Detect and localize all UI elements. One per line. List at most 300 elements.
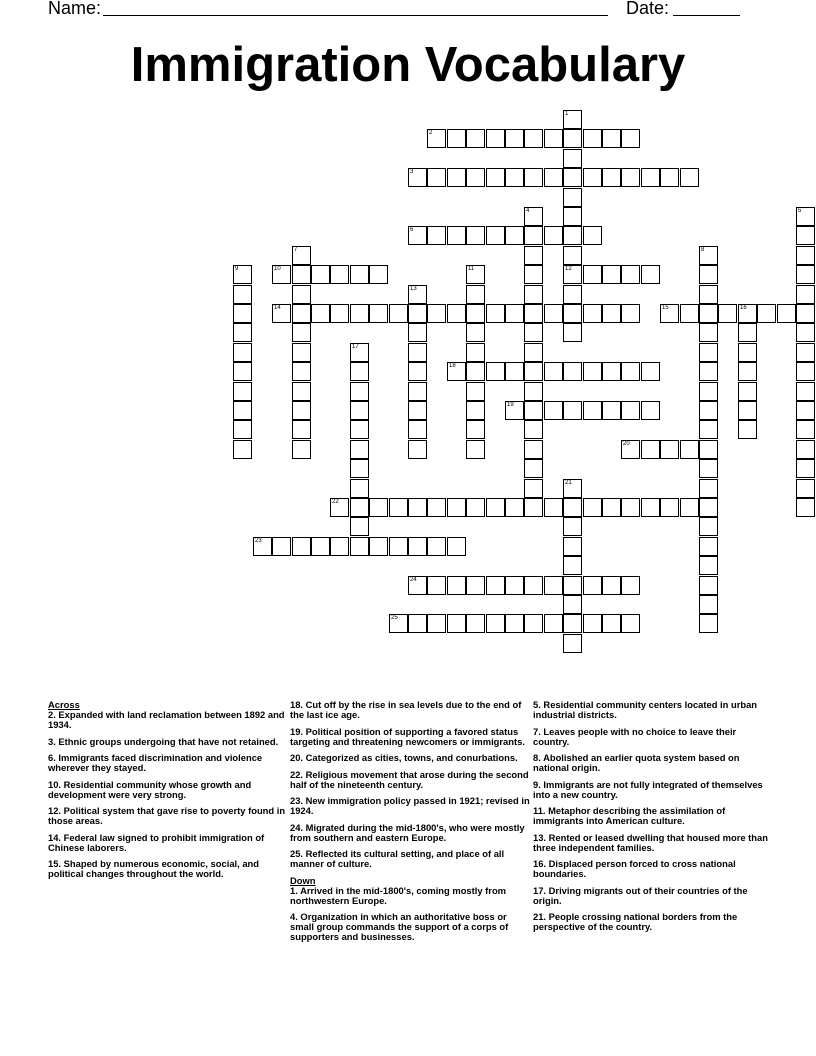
- crossword-cell[interactable]: [699, 479, 718, 498]
- crossword-cell[interactable]: [524, 246, 543, 265]
- crossword-cell[interactable]: [796, 420, 815, 439]
- crossword-cell[interactable]: [699, 304, 718, 323]
- crossword-cell[interactable]: [486, 168, 505, 187]
- crossword-cell[interactable]: [563, 168, 582, 187]
- crossword-cell[interactable]: [505, 401, 524, 420]
- crossword-cell[interactable]: [524, 168, 543, 187]
- crossword-cell[interactable]: [660, 304, 679, 323]
- clue-number: 13.: [533, 831, 547, 843]
- crossword-cell[interactable]: [466, 343, 485, 362]
- clue-across: [290, 727, 530, 747]
- crossword-cell[interactable]: [563, 362, 582, 381]
- crossword-cell[interactable]: [447, 537, 466, 556]
- crossword-cell[interactable]: [350, 265, 369, 284]
- crossword-cell[interactable]: [563, 595, 582, 614]
- crossword-cell[interactable]: [292, 265, 311, 284]
- crossword-cell[interactable]: [602, 614, 621, 633]
- cell-number: 8: [701, 247, 705, 253]
- crossword-cell[interactable]: [583, 362, 602, 381]
- clue-number: 24.: [290, 821, 304, 833]
- crossword-cell[interactable]: [233, 343, 252, 362]
- crossword-cell[interactable]: [466, 614, 485, 633]
- crossword-cell[interactable]: [583, 226, 602, 245]
- crossword-cell[interactable]: [524, 459, 543, 478]
- clue-down: [533, 727, 773, 747]
- crossword-cell[interactable]: [602, 265, 621, 284]
- crossword-cell[interactable]: [699, 576, 718, 595]
- crossword-cell[interactable]: [738, 362, 757, 381]
- crossword-cell[interactable]: [292, 323, 311, 342]
- crossword-cell[interactable]: [369, 498, 388, 517]
- crossword-cell[interactable]: [796, 440, 815, 459]
- crossword-cell[interactable]: [524, 440, 543, 459]
- crossword-cell[interactable]: [641, 362, 660, 381]
- crossword-cell[interactable]: [466, 576, 485, 595]
- crossword-cell[interactable]: [486, 614, 505, 633]
- crossword-cell[interactable]: [680, 168, 699, 187]
- crossword-cell[interactable]: [408, 440, 427, 459]
- crossword-cell[interactable]: [699, 246, 718, 265]
- crossword-cell[interactable]: [544, 168, 563, 187]
- crossword-cell[interactable]: [292, 382, 311, 401]
- crossword-cell[interactable]: [350, 537, 369, 556]
- crossword-cell[interactable]: [447, 576, 466, 595]
- clue-number: 3.: [48, 735, 56, 747]
- clue-number: 23.: [290, 795, 304, 806]
- crossword-cell[interactable]: [544, 498, 563, 517]
- crossword-cell[interactable]: [699, 323, 718, 342]
- crossword-cell[interactable]: [447, 168, 466, 187]
- crossword-cell[interactable]: [563, 517, 582, 536]
- crossword-cell[interactable]: [427, 129, 446, 148]
- cell-number: 20: [623, 441, 630, 447]
- crossword-cell[interactable]: [602, 498, 621, 517]
- crossword-cell[interactable]: [233, 304, 252, 323]
- crossword-cell[interactable]: [583, 576, 602, 595]
- crossword-cell[interactable]: [466, 168, 485, 187]
- crossword-cell[interactable]: [447, 498, 466, 517]
- crossword-cell[interactable]: [563, 265, 582, 284]
- crossword-cell[interactable]: [447, 129, 466, 148]
- crossword-cell[interactable]: [292, 246, 311, 265]
- crossword-cell[interactable]: [466, 323, 485, 342]
- crossword-cell[interactable]: [233, 285, 252, 304]
- crossword-cell[interactable]: [796, 207, 815, 226]
- crossword-cell[interactable]: [408, 323, 427, 342]
- clue-number: 18.: [290, 699, 304, 710]
- down-heading: Down: [290, 874, 316, 886]
- crossword-cell[interactable]: [699, 517, 718, 536]
- crossword-cell[interactable]: [544, 304, 563, 323]
- crossword-cell[interactable]: [330, 537, 349, 556]
- crossword-cell[interactable]: [563, 110, 582, 129]
- crossword-cell[interactable]: [602, 168, 621, 187]
- crossword-cell[interactable]: [699, 595, 718, 614]
- crossword-cell[interactable]: [699, 459, 718, 478]
- clue-across: [290, 849, 530, 869]
- crossword-cell[interactable]: [350, 420, 369, 439]
- cell-number: 15: [662, 305, 669, 311]
- crossword-cell[interactable]: [447, 362, 466, 381]
- clue-number: 4.: [290, 911, 298, 922]
- clue-across: [48, 833, 288, 853]
- crossword-cell[interactable]: [466, 285, 485, 304]
- crossword-cell[interactable]: [292, 537, 311, 556]
- crossword-cell[interactable]: [524, 401, 543, 420]
- crossword-cell[interactable]: [486, 498, 505, 517]
- crossword-cell[interactable]: [699, 614, 718, 633]
- crossword-cell[interactable]: [408, 537, 427, 556]
- crossword-cell[interactable]: [427, 576, 446, 595]
- crossword-cell[interactable]: [621, 576, 640, 595]
- crossword-cell[interactable]: [408, 614, 427, 633]
- crossword-cell[interactable]: [505, 168, 524, 187]
- crossword-cell[interactable]: [524, 382, 543, 401]
- crossword-cell[interactable]: [330, 265, 349, 284]
- crossword-cell[interactable]: [524, 576, 543, 595]
- crossword-cell[interactable]: [621, 304, 640, 323]
- crossword-cell[interactable]: [563, 556, 582, 575]
- crossword-cell[interactable]: [621, 129, 640, 148]
- crossword-cell[interactable]: [272, 537, 291, 556]
- crossword-cell[interactable]: [408, 576, 427, 595]
- crossword-cell[interactable]: [563, 634, 582, 653]
- crossword-cell[interactable]: [389, 537, 408, 556]
- cell-number: 1: [565, 111, 569, 117]
- crossword-cell[interactable]: [563, 129, 582, 148]
- crossword-cell[interactable]: [233, 323, 252, 342]
- crossword-cell[interactable]: [796, 382, 815, 401]
- crossword-cell[interactable]: [233, 440, 252, 459]
- crossword-cell[interactable]: [408, 420, 427, 439]
- crossword-cell[interactable]: [563, 188, 582, 207]
- crossword-cell[interactable]: [563, 537, 582, 556]
- crossword-cell[interactable]: [699, 556, 718, 575]
- crossword-cell[interactable]: [796, 285, 815, 304]
- crossword-cell[interactable]: [389, 304, 408, 323]
- crossword-cell[interactable]: [524, 226, 543, 245]
- crossword-cell[interactable]: [796, 246, 815, 265]
- crossword-cell[interactable]: [738, 382, 757, 401]
- crossword-cell[interactable]: [641, 401, 660, 420]
- crossword-cell[interactable]: [524, 207, 543, 226]
- crossword-cell[interactable]: [292, 401, 311, 420]
- clue-text: Expanded with land reclamation between 1892 and 1934.: [48, 709, 285, 730]
- crossword-cell[interactable]: [350, 401, 369, 420]
- crossword-cell[interactable]: [524, 304, 543, 323]
- crossword-cell[interactable]: [796, 265, 815, 284]
- crossword-cell[interactable]: [292, 440, 311, 459]
- crossword-cell[interactable]: [680, 498, 699, 517]
- crossword-cell[interactable]: [427, 537, 446, 556]
- crossword-cell[interactable]: [621, 440, 640, 459]
- crossword-cell[interactable]: [292, 343, 311, 362]
- clue-number: 6.: [48, 752, 56, 763]
- crossword-cell[interactable]: [583, 304, 602, 323]
- clue-down: [533, 833, 773, 853]
- crossword-cell[interactable]: [427, 226, 446, 245]
- crossword-cell[interactable]: [524, 420, 543, 439]
- crossword-cell[interactable]: [699, 265, 718, 284]
- crossword-cell[interactable]: [699, 440, 718, 459]
- crossword-cell[interactable]: [738, 420, 757, 439]
- crossword-cell[interactable]: [544, 362, 563, 381]
- crossword-cell[interactable]: [777, 304, 796, 323]
- cell-number: 18: [449, 363, 456, 369]
- crossword-cell[interactable]: [447, 304, 466, 323]
- crossword-cell[interactable]: [563, 304, 582, 323]
- crossword-cell[interactable]: [680, 304, 699, 323]
- crossword-cell[interactable]: [505, 129, 524, 148]
- crossword-cell[interactable]: [233, 420, 252, 439]
- crossword-cell[interactable]: [486, 129, 505, 148]
- crossword-cell[interactable]: [466, 226, 485, 245]
- crossword-cell[interactable]: [602, 129, 621, 148]
- crossword-cell[interactable]: [544, 401, 563, 420]
- crossword-cell[interactable]: [621, 614, 640, 633]
- crossword-cell[interactable]: [699, 401, 718, 420]
- crossword-cell[interactable]: [699, 362, 718, 381]
- clue-text: Federal law signed to prohibit immigration of Chinese laborers.: [48, 831, 265, 853]
- crossword-cell[interactable]: [233, 265, 252, 284]
- crossword-cell[interactable]: [466, 382, 485, 401]
- crossword-cell[interactable]: [427, 614, 446, 633]
- crossword-cell[interactable]: [233, 401, 252, 420]
- crossword-cell[interactable]: [524, 265, 543, 284]
- crossword-cell[interactable]: [292, 362, 311, 381]
- crossword-cell[interactable]: [505, 498, 524, 517]
- clue-column-3: [533, 700, 773, 939]
- clue-text: Leaves people with no choice to leave their country.: [533, 725, 737, 747]
- crossword-cell[interactable]: [621, 401, 640, 420]
- crossword-cell[interactable]: [330, 304, 349, 323]
- crossword-cell[interactable]: [641, 168, 660, 187]
- crossword-cell[interactable]: [486, 304, 505, 323]
- crossword-cell[interactable]: [738, 401, 757, 420]
- crossword-cell[interactable]: [466, 304, 485, 323]
- crossword-cell[interactable]: [486, 226, 505, 245]
- crossword-cell[interactable]: [563, 285, 582, 304]
- crossword-cell[interactable]: [233, 362, 252, 381]
- crossword-cell[interactable]: [602, 401, 621, 420]
- crossword-cell[interactable]: [641, 498, 660, 517]
- down-clues-part-2: [533, 700, 773, 932]
- crossword-cell[interactable]: [583, 401, 602, 420]
- crossword-cell[interactable]: [660, 498, 679, 517]
- crossword-cell[interactable]: [292, 420, 311, 439]
- crossword-cell[interactable]: [427, 498, 446, 517]
- crossword-cell[interactable]: [466, 420, 485, 439]
- crossword-cell[interactable]: [233, 382, 252, 401]
- cell-number: 3: [410, 169, 414, 175]
- crossword-cell[interactable]: [621, 168, 640, 187]
- crossword-cell[interactable]: [563, 149, 582, 168]
- crossword-cell[interactable]: [699, 285, 718, 304]
- crossword-cell[interactable]: [738, 323, 757, 342]
- crossword-cell[interactable]: [660, 440, 679, 459]
- crossword-cell[interactable]: [311, 537, 330, 556]
- crossword-cell[interactable]: [524, 343, 543, 362]
- crossword-cell[interactable]: [408, 285, 427, 304]
- cell-number: 12: [565, 266, 572, 272]
- crossword-cell[interactable]: [738, 343, 757, 362]
- crossword-cell[interactable]: [466, 440, 485, 459]
- crossword-cell[interactable]: [524, 498, 543, 517]
- crossword-cell[interactable]: [563, 614, 582, 633]
- crossword-cell[interactable]: [583, 614, 602, 633]
- crossword-cell[interactable]: [621, 362, 640, 381]
- clue-number: 25.: [290, 848, 304, 859]
- crossword-cell[interactable]: [389, 498, 408, 517]
- crossword-cell[interactable]: [718, 304, 737, 323]
- crossword-cell[interactable]: [466, 362, 485, 381]
- crossword-cell[interactable]: [602, 362, 621, 381]
- crossword-cell[interactable]: [350, 362, 369, 381]
- crossword-cell[interactable]: [447, 226, 466, 245]
- clue-number: 12.: [48, 805, 62, 816]
- crossword-cell[interactable]: [505, 362, 524, 381]
- crossword-cell[interactable]: [272, 265, 291, 284]
- crossword-cell[interactable]: [563, 207, 582, 226]
- crossword-cell[interactable]: [466, 265, 485, 284]
- crossword-cell[interactable]: [602, 576, 621, 595]
- crossword-cell[interactable]: [408, 343, 427, 362]
- crossword-cell[interactable]: [408, 226, 427, 245]
- crossword-cell[interactable]: [524, 129, 543, 148]
- crossword-cell[interactable]: [563, 246, 582, 265]
- clue-text: Ethnic groups undergoing that have not retained.: [55, 735, 279, 747]
- crossword-cell[interactable]: [699, 343, 718, 362]
- crossword-cell[interactable]: [796, 304, 815, 323]
- crossword-cell[interactable]: [621, 265, 640, 284]
- crossword-cell[interactable]: [796, 479, 815, 498]
- name-label: Name:: [48, 0, 102, 18]
- clue-across: [48, 780, 288, 800]
- crossword-cell[interactable]: [369, 265, 388, 284]
- crossword-cell[interactable]: [486, 576, 505, 595]
- crossword-cell[interactable]: [524, 362, 543, 381]
- clue-across: [290, 753, 530, 763]
- crossword-cell[interactable]: [292, 304, 311, 323]
- crossword-cell[interactable]: [796, 362, 815, 381]
- crossword-cell[interactable]: [621, 498, 640, 517]
- crossword-cell[interactable]: [408, 362, 427, 381]
- crossword-cell[interactable]: [311, 265, 330, 284]
- clue-text: New immigration policy passed in 1921; revised in 1924.: [290, 795, 530, 816]
- crossword-cell[interactable]: [292, 285, 311, 304]
- crossword-cell[interactable]: [602, 304, 621, 323]
- crossword-cell[interactable]: [524, 479, 543, 498]
- crossword-cell[interactable]: [505, 576, 524, 595]
- crossword-cell[interactable]: [544, 614, 563, 633]
- crossword-cell[interactable]: [486, 362, 505, 381]
- crossword-cell[interactable]: [466, 401, 485, 420]
- crossword-cell[interactable]: [408, 168, 427, 187]
- crossword-cell[interactable]: [699, 537, 718, 556]
- cell-number: 23: [255, 538, 262, 544]
- clue-down: [533, 912, 773, 932]
- crossword-cell[interactable]: [583, 265, 602, 284]
- crossword-cell[interactable]: [447, 614, 466, 633]
- crossword-cell[interactable]: [350, 304, 369, 323]
- crossword-cell[interactable]: [311, 304, 330, 323]
- cell-number: 16: [740, 305, 747, 311]
- crossword-cell[interactable]: [408, 401, 427, 420]
- crossword-cell[interactable]: [583, 498, 602, 517]
- crossword-cell[interactable]: [563, 576, 582, 595]
- crossword-cell[interactable]: [350, 498, 369, 517]
- crossword-cell[interactable]: [563, 226, 582, 245]
- crossword-cell[interactable]: [272, 304, 291, 323]
- crossword-cell[interactable]: [544, 129, 563, 148]
- crossword-cell[interactable]: [466, 129, 485, 148]
- crossword-cell[interactable]: [796, 343, 815, 362]
- crossword-cell[interactable]: [427, 304, 446, 323]
- crossword-cell[interactable]: [583, 129, 602, 148]
- crossword-cell[interactable]: [563, 498, 582, 517]
- crossword-cell[interactable]: [524, 614, 543, 633]
- crossword-cell[interactable]: [369, 537, 388, 556]
- crossword-cell[interactable]: [253, 537, 272, 556]
- clue-across: [290, 770, 530, 790]
- crossword-cell[interactable]: [544, 226, 563, 245]
- crossword-cell[interactable]: [466, 498, 485, 517]
- crossword-cell[interactable]: [563, 401, 582, 420]
- crossword-cell[interactable]: [738, 304, 757, 323]
- crossword-cell[interactable]: [699, 382, 718, 401]
- crossword-cell[interactable]: [641, 265, 660, 284]
- crossword-cell[interactable]: [369, 304, 388, 323]
- crossword-cell[interactable]: [408, 382, 427, 401]
- crossword-cell[interactable]: [389, 614, 408, 633]
- crossword-cell[interactable]: [524, 323, 543, 342]
- crossword-cell[interactable]: [796, 459, 815, 478]
- crossword-cell[interactable]: [505, 304, 524, 323]
- crossword-cell[interactable]: [350, 440, 369, 459]
- crossword-cell[interactable]: [350, 343, 369, 362]
- crossword-cell[interactable]: [350, 459, 369, 478]
- crossword-cell[interactable]: [757, 304, 776, 323]
- crossword-cell[interactable]: [699, 420, 718, 439]
- crossword-cell[interactable]: [641, 440, 660, 459]
- crossword-cell[interactable]: [427, 168, 446, 187]
- crossword-cell[interactable]: [660, 168, 679, 187]
- crossword-cell[interactable]: [583, 168, 602, 187]
- crossword-cell[interactable]: [505, 226, 524, 245]
- crossword-cell[interactable]: [524, 285, 543, 304]
- crossword-cell[interactable]: [544, 576, 563, 595]
- clue-text: Driving migrants out of their countries of the origin.: [533, 884, 748, 906]
- crossword-cell[interactable]: [563, 479, 582, 498]
- crossword-cell[interactable]: [680, 440, 699, 459]
- crossword-cell[interactable]: [350, 479, 369, 498]
- crossword-cell[interactable]: [408, 498, 427, 517]
- cell-number: 10: [274, 266, 281, 272]
- crossword-cell[interactable]: [796, 323, 815, 342]
- crossword-cell[interactable]: [796, 401, 815, 420]
- crossword-cell[interactable]: [699, 498, 718, 517]
- crossword-cell[interactable]: [563, 323, 582, 342]
- crossword-cell[interactable]: [796, 226, 815, 245]
- crossword-cell[interactable]: [796, 498, 815, 517]
- clue-number: 9.: [533, 778, 541, 790]
- crossword-cell[interactable]: [330, 498, 349, 517]
- crossword-cell[interactable]: [505, 614, 524, 633]
- cell-number: 19: [507, 402, 514, 408]
- crossword-cell[interactable]: [408, 304, 427, 323]
- crossword-cell[interactable]: [350, 382, 369, 401]
- crossword-cell[interactable]: [350, 517, 369, 536]
